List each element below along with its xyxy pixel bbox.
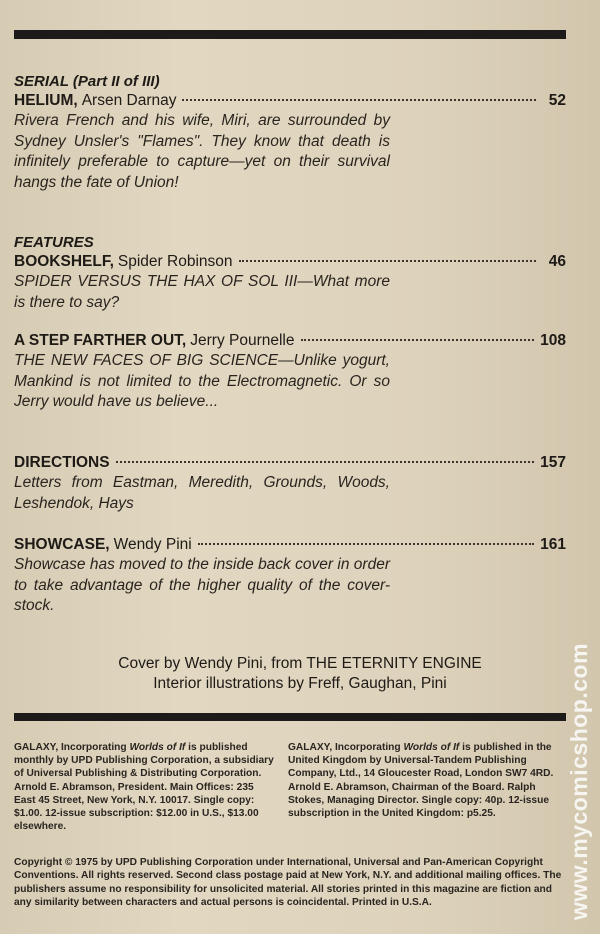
copyright-notice: Copyright © 1975 by UPD Publishing Corporation under International, Universal and Pan-American Copyright Conventions. All rights reserved. Second class postage paid at New York, N.Y. and additional mailing offices. The publishers assume no responsibility for unsolicited material. All stories printed in this magazine are fiction and any similarity between characters and actual persons is coincidental. Printed in U.S.A. (14, 857, 562, 909)
entry-page-number: 157 (540, 454, 566, 471)
illustration-credits (0, 654, 600, 694)
magazine-name: Worlds of If (403, 742, 460, 753)
entry-page-number: 46 (548, 253, 566, 270)
us-publication-info (14, 741, 276, 833)
entry-description: Letters from Eastman, Meredith, Grounds, Woods, Leshendok, Hays (14, 474, 390, 512)
toc-entry-helium (14, 91, 566, 111)
entry-title-line (14, 453, 566, 473)
magazine-name: Worlds of If (129, 742, 186, 753)
entry-description: Rivera French and his wife, Miri, are surrounded by Sydney Unsler's "Flames". They know that death is infinitely preferable to capture—yet on their survival hangs the fate of Union! (14, 112, 390, 191)
publication-lead: GALAXY, Incorporating (14, 742, 127, 753)
entry-page-number: 161 (540, 536, 566, 553)
dot-leader (301, 339, 535, 341)
interior-credit: Interior illustrations by Freff, Gaughan, Pini (153, 675, 447, 692)
entry-title: HELIUM, (14, 92, 78, 109)
entry-author: Wendy Pini (113, 536, 192, 553)
publication-text: is published monthly by UPD Publishing Corporation, a subsidiary of Universal Publishing & Distributing Corporation. Arnold E. Abramson, President. Main Offices: 235 East 45 Street, New York, N.Y. 10017. Single copy: $1.00. 12-issue subscription: $12.00 in U.S., $13.00 elsewhere. (14, 742, 274, 833)
features-section (14, 233, 566, 313)
entry-page-number: 108 (540, 332, 566, 349)
entry-title: A STEP FARTHER OUT, (14, 332, 187, 349)
serial-section (14, 72, 566, 193)
dot-leader (182, 99, 536, 101)
entry-author: Spider Robinson (117, 253, 233, 270)
entry-page-number: 52 (548, 92, 566, 109)
bottom-rule (14, 713, 566, 721)
cover-credit: Cover by Wendy Pini, from THE ETERNITY ENGINE (118, 655, 482, 672)
dot-leader (116, 461, 535, 463)
uk-publication-info (288, 741, 562, 820)
entry-description: SPIDER VERSUS THE HAX OF SOL III—What more is there to say? (14, 273, 390, 311)
dot-leader (239, 260, 536, 262)
section-heading-serial: SERIAL (Part II of III) (14, 73, 160, 90)
toc-entry-step-farther-out (14, 331, 566, 413)
publication-lead: GALAXY, Incorporating (288, 742, 401, 753)
entry-description: THE NEW FACES OF BIG SCIENCE—Unlike yogurt, Mankind is not limited to the Electromagnetic. Or so Jerry would have us believe... (14, 352, 390, 411)
publication-text: is published in the United Kingdom by Universal-Tandem Publishing Company, Ltd., 14 Gloucester Road, London SW7 4RD. Arnold E. Abramson, Chairman of the Board. Ralph Stokes, Managing Director. Single copy: 40p. 12-issue subscription in the United Kingdom: p5.25. (288, 742, 554, 820)
entry-title: BOOKSHELF, (14, 253, 114, 270)
entry-title-line (14, 331, 566, 351)
entry-description: Showcase has moved to the inside back cover in order to take advantage of the higher quality of the cover-stock. (14, 556, 390, 615)
toc-entry-bookshelf (14, 252, 566, 272)
entry-title-line (14, 535, 566, 555)
toc-entry-directions (14, 453, 566, 514)
entry-title: SHOWCASE, (14, 536, 110, 553)
toc-entry-showcase (14, 535, 566, 617)
entry-title: DIRECTIONS (14, 454, 110, 471)
entry-author: Arsen Darnay (81, 92, 177, 109)
site-watermark: www.mycomicshop.com (566, 642, 592, 920)
section-heading-features: FEATURES (14, 234, 94, 251)
entry-author: Jerry Pournelle (190, 332, 295, 349)
dot-leader (198, 543, 534, 545)
top-rule (14, 30, 566, 39)
